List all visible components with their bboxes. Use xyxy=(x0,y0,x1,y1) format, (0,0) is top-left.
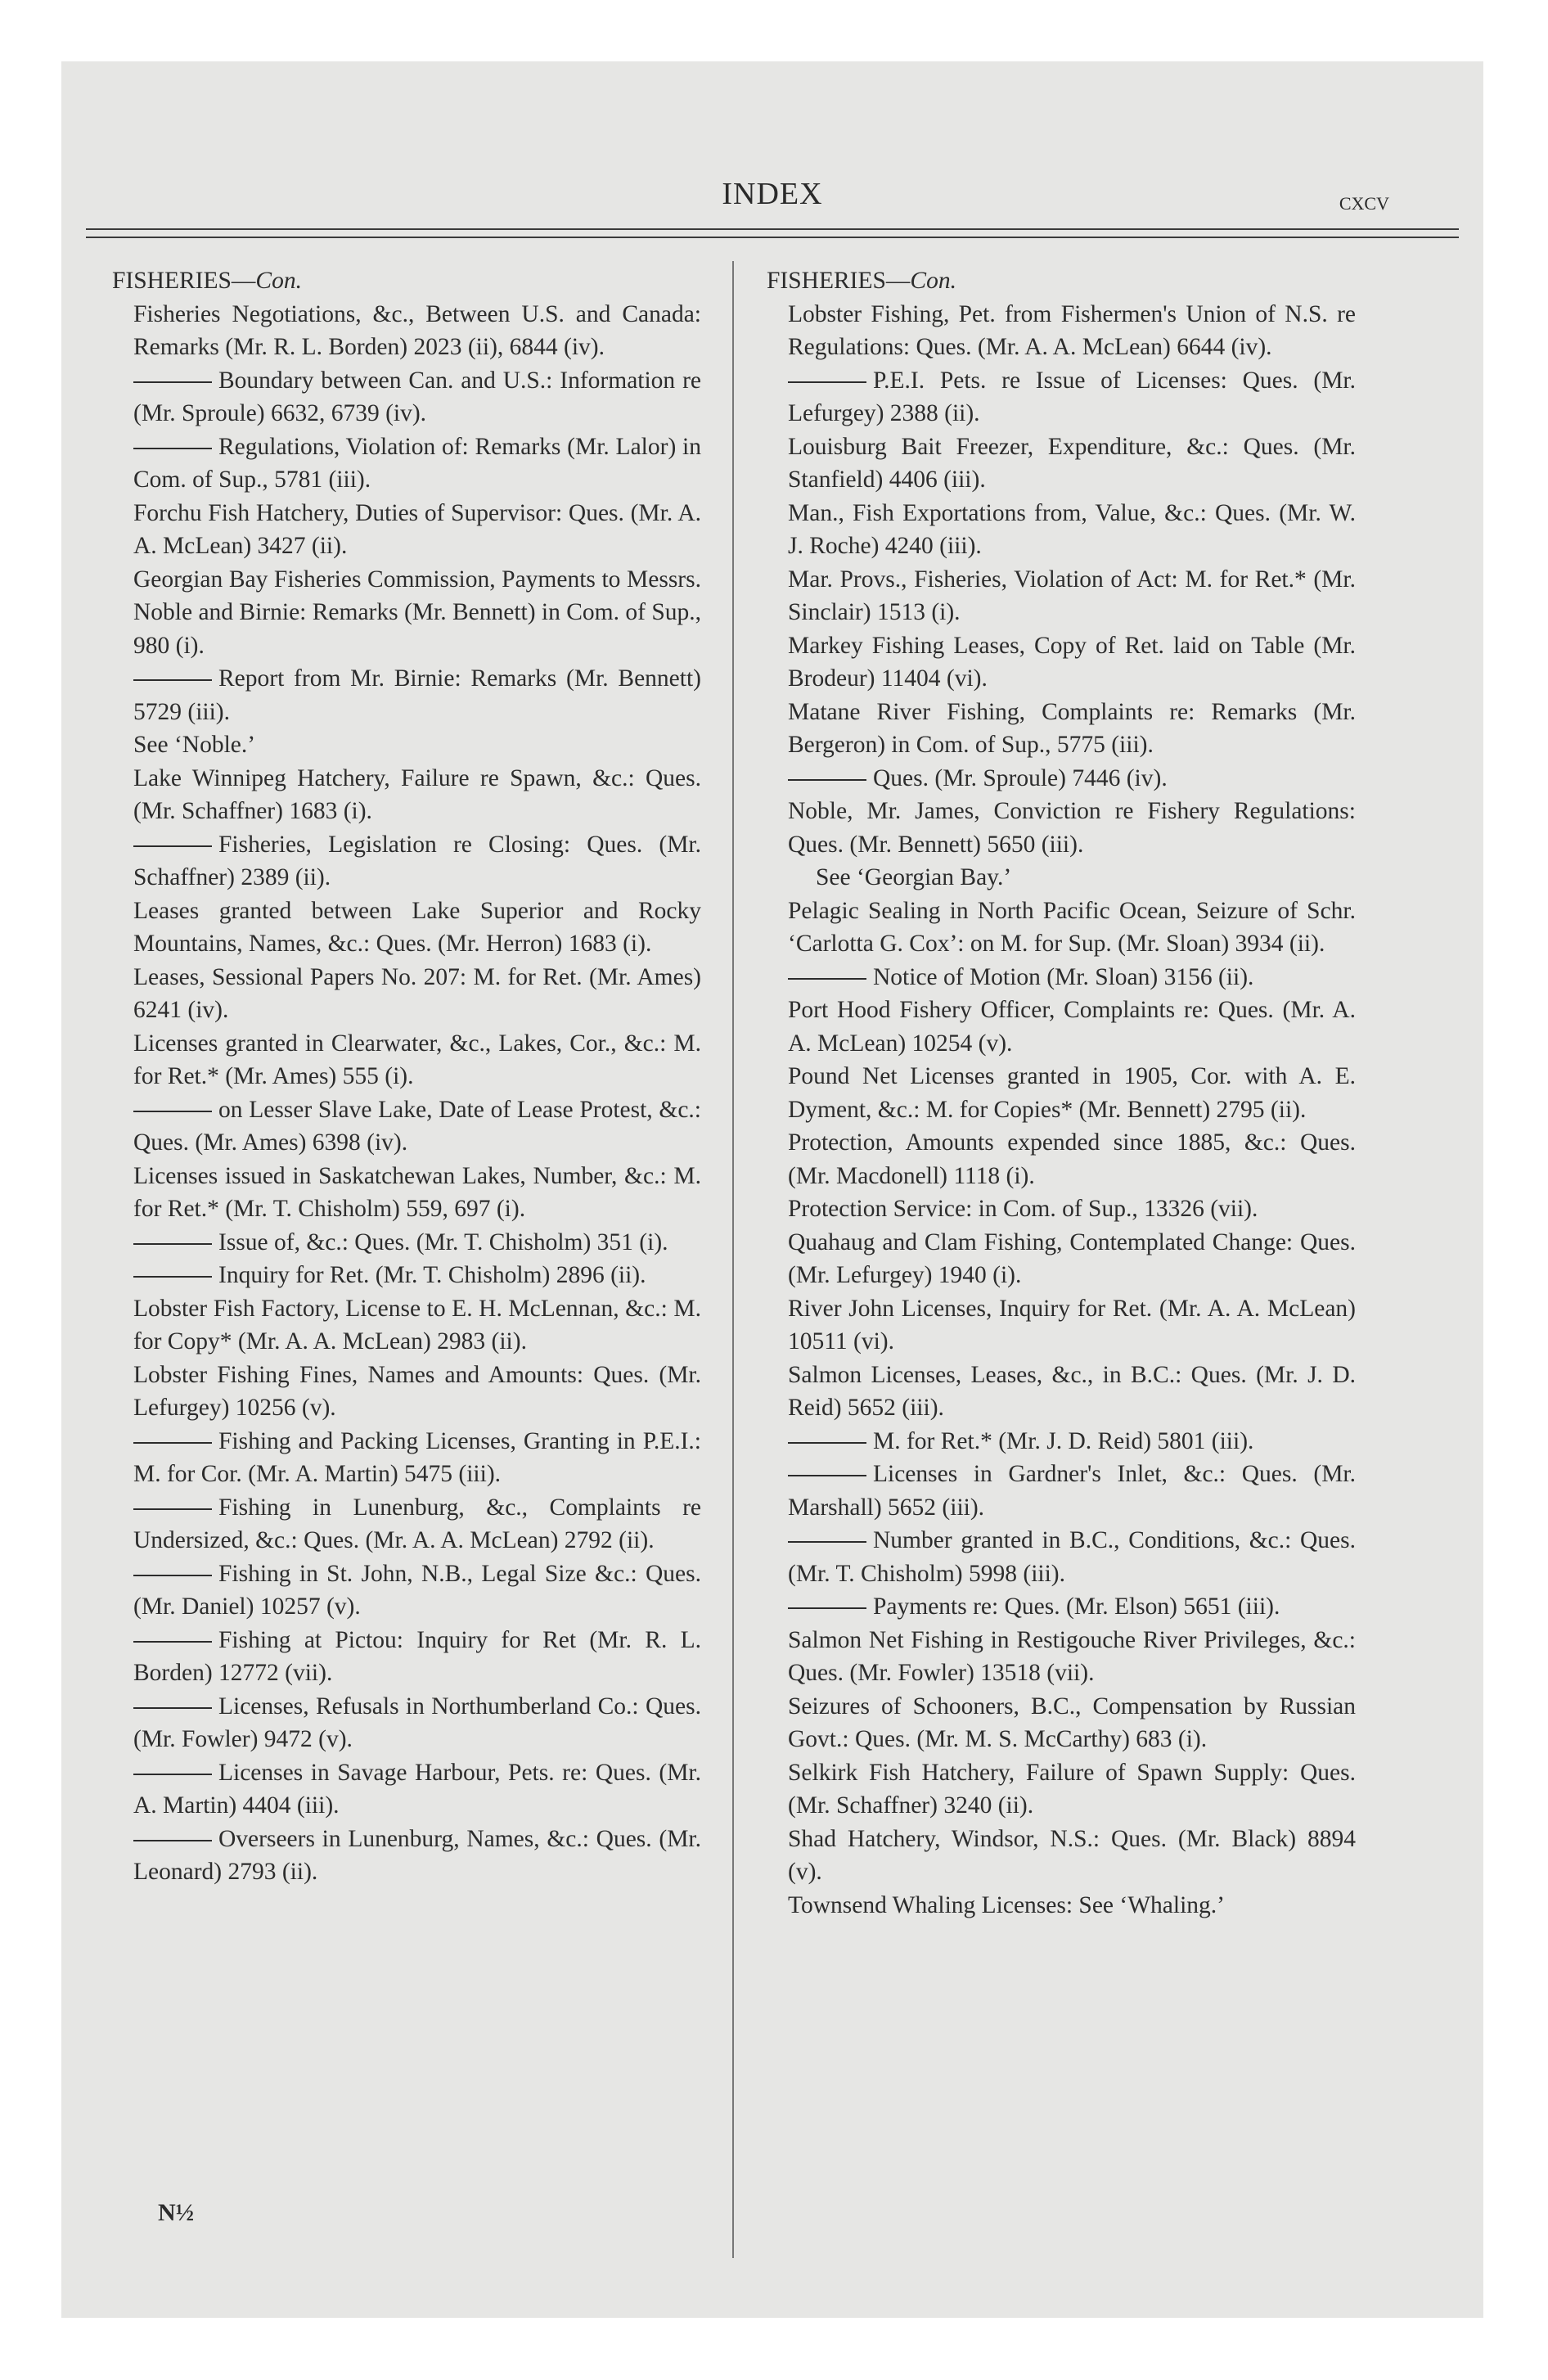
ditto-dash xyxy=(788,1541,866,1543)
ditto-dash xyxy=(133,1774,212,1775)
index-entry: Lake Winnipeg Hatchery, Failure re Spawn, &c.: Ques. (Mr. Schaffner) 1683 (i). xyxy=(133,764,701,824)
index-entry: Pelagic Sealing in North Pacific Ocean, Seizure of Schr. ‘Carlotta G. Cox’: on M. for Sup. (Mr. Sloan) 3934 (ii). xyxy=(788,897,1356,957)
ditto-dash xyxy=(788,1607,866,1609)
index-entry: Markey Fishing Leases, Copy of Ret. laid on Table (Mr. Brodeur) 11404 (vi). xyxy=(788,632,1356,692)
ditto-dash xyxy=(133,1707,212,1709)
ditto-dash xyxy=(133,448,212,449)
index-entry: on Lesser Slave Lake, Date of Lease Protest, &c.: Ques. (Mr. Ames) 6398 (iv). xyxy=(133,1096,701,1156)
right-column xyxy=(767,264,1356,1922)
index-entry: Selkirk Fish Hatchery, Failure of Spawn Supply: Ques. (Mr. Schaffner) 3240 (ii). xyxy=(788,1759,1356,1819)
ditto-dash xyxy=(788,1442,866,1444)
index-entry: Issue of, &c.: Ques. (Mr. T. Chisholm) 351 (i). xyxy=(218,1228,668,1255)
index-entry: Georgian Bay Fisheries Commission, Payments to Messrs. Noble and Birnie: Remarks (Mr. Bennett) in Com. of Sup., 980 (i). xyxy=(133,566,701,659)
index-entry: Regulations, Violation of: Remarks (Mr. Lalor) in Com. of Sup., 5781 (iii). xyxy=(133,433,701,493)
index-entry: Licenses in Savage Harbour, Pets. re: Ques. (Mr. A. Martin) 4404 (iii). xyxy=(133,1759,701,1819)
ditto-dash xyxy=(788,381,866,383)
index-entry: Shad Hatchery, Windsor, N.S.: Ques. (Mr. Black) 8894 (v). xyxy=(788,1825,1356,1885)
heading-suffix: Con. xyxy=(255,268,302,294)
ditto-dash xyxy=(133,381,212,383)
index-entry: Boundary between Can. and U.S.: Information re (Mr. Sproule) 6632, 6739 (iv). xyxy=(133,367,701,426)
index-entry: Ques. (Mr. Sproule) 7446 (iv). xyxy=(873,764,1168,791)
index-entry: River John Licenses, Inquiry for Ret. (Mr. A. A. McLean) 10511 (vi). xyxy=(788,1295,1356,1355)
index-entry: Fisheries Negotiations, &c., Between U.S. and Canada: Remarks (Mr. R. L. Borden) 2023 (ii), 6844 (iv). xyxy=(133,300,701,360)
header-rule-bottom xyxy=(86,237,1459,238)
index-entry: Licenses in Gardner's Inlet, &c.: Ques. (Mr. Marshall) 5652 (iii). xyxy=(788,1461,1356,1521)
index-entry: Leases, Sessional Papers No. 207: M. for Ret. (Mr. Ames) 6241 (iv). xyxy=(133,963,701,1023)
ditto-dash xyxy=(133,1442,212,1444)
index-entry: Licenses issued in Saskatchewan Lakes, Number, &c.: M. for Ret.* (Mr. T. Chisholm) 559, 697 (i). xyxy=(133,1162,701,1222)
index-entry: Leases granted between Lake Superior and Rocky Mountains, Names, &c.: Ques. (Mr. Herron) 1683 (i). xyxy=(133,897,701,957)
heading-label: FISHERIES— xyxy=(112,268,256,294)
index-entry: Port Hood Fishery Officer, Complaints re: Ques. (Mr. A. A. McLean) 10254 (v). xyxy=(788,997,1356,1057)
heading-suffix: Con. xyxy=(910,268,956,294)
index-entry: Seizures of Schooners, B.C., Compensation by Russian Govt.: Ques. (Mr. M. S. McCarthy) 683 (i). xyxy=(788,1693,1356,1752)
index-entry: Licenses, Refusals in Northumberland Co.: Ques. (Mr. Fowler) 9472 (v). xyxy=(133,1693,701,1752)
index-entry: Report from Mr. Birnie: Remarks (Mr. Bennett) 5729 (iii). xyxy=(133,665,701,725)
ditto-dash xyxy=(788,779,866,781)
ditto-dash xyxy=(133,845,212,847)
ditto-dash xyxy=(133,1641,212,1643)
signature-mark: N½ xyxy=(158,2199,195,2226)
ditto-dash xyxy=(133,1243,212,1245)
cross-reference: See ‘Georgian Bay.’ xyxy=(816,864,1012,890)
ditto-dash xyxy=(133,1840,212,1841)
ditto-dash xyxy=(788,1475,866,1476)
ditto-dash xyxy=(133,1111,212,1112)
ditto-dash xyxy=(133,1575,212,1576)
ditto-dash xyxy=(788,978,866,980)
header-rule-top xyxy=(86,228,1459,230)
index-entry: Protection, Amounts expended since 1885, &c.: Ques. (Mr. Macdonell) 1118 (i). xyxy=(788,1129,1356,1189)
index-entry: Man., Fish Exportations from, Value, &c.: Ques. (Mr. W. J. Roche) 4240 (iii). xyxy=(788,499,1356,559)
index-entry: Fisheries, Legislation re Closing: Ques. (Mr. Schaffner) 2389 (ii). xyxy=(133,831,701,890)
index-entry: Protection Service: in Com. of Sup., 13326 (vii). xyxy=(788,1196,1258,1222)
index-entry: Fishing and Packing Licenses, Granting in P.E.I.: M. for Cor. (Mr. A. Martin) 5475 (iii). xyxy=(133,1427,701,1487)
index-entry: Salmon Licenses, Leases, &c., in B.C.: Ques. (Mr. J. D. Reid) 5652 (iii). xyxy=(788,1361,1356,1421)
index-page xyxy=(61,61,1483,2318)
index-entry: Mar. Provs., Fisheries, Violation of Act: M. for Ret.* (Mr. Sinclair) 1513 (i). xyxy=(788,566,1356,625)
left-column-heading xyxy=(112,264,701,298)
index-entry: Fishing in Lunenburg, &c., Complaints re Undersized, &c.: Ques. (Mr. A. A. McLean) 2792 (ii). xyxy=(133,1494,701,1553)
index-entry: Lobster Fish Factory, License to E. H. McLennan, &c.: M. for Copy* (Mr. A. A. McLean) 2983 (ii). xyxy=(133,1295,701,1355)
index-entry: Lobster Fishing Fines, Names and Amounts: Ques. (Mr. Lefurgey) 10256 (v). xyxy=(133,1361,701,1421)
index-entry: Quahaug and Clam Fishing, Contemplated Change: Ques. (Mr. Lefurgey) 1940 (i). xyxy=(788,1228,1356,1288)
index-entry: P.E.I. Pets. re Issue of Licenses: Ques. (Mr. Lefurgey) 2388 (ii). xyxy=(788,367,1356,426)
right-column-heading xyxy=(767,264,1356,298)
index-entry: Noble, Mr. James, Conviction re Fishery Regulations: Ques. (Mr. Bennett) 5650 (iii). xyxy=(788,798,1356,858)
index-entry: M. for Ret.* (Mr. J. D. Reid) 5801 (iii). xyxy=(873,1427,1254,1454)
index-entry: Forchu Fish Hatchery, Duties of Supervisor: Ques. (Mr. A. A. McLean) 3427 (ii). xyxy=(133,499,701,559)
index-entry: Salmon Net Fishing in Restigouche River Privileges, &c.: Ques. (Mr. Fowler) 13518 (vii). xyxy=(788,1626,1356,1686)
index-entry: Licenses granted in Clearwater, &c., Lakes, Cor., &c.: M. for Ret.* (Mr. Ames) 555 (i). xyxy=(133,1030,701,1089)
index-entry: Inquiry for Ret. (Mr. T. Chisholm) 2896 (ii). xyxy=(218,1262,646,1288)
index-entry: Matane River Fishing, Complaints re: Remarks (Mr. Bergeron) in Com. of Sup., 5775 (iii). xyxy=(788,698,1356,758)
column-divider xyxy=(732,261,734,2258)
index-entry: Townsend Whaling Licenses: See ‘Whaling.’ xyxy=(788,1891,1225,1918)
index-entry: Payments re: Ques. (Mr. Elson) 5651 (iii). xyxy=(873,1593,1280,1620)
cross-reference: See ‘Noble.’ xyxy=(133,732,256,758)
page-title: INDEX xyxy=(722,177,823,211)
ditto-dash xyxy=(133,1276,212,1278)
index-entry: Lobster Fishing, Pet. from Fishermen's Union of N.S. re Regulations: Ques. (Mr. A. A. McLean) 6644 (iv). xyxy=(788,300,1356,360)
index-entry: Pound Net Licenses granted in 1905, Cor. with A. E. Dyment, &c.: M. for Copies* (Mr. Bennett) 2795 (ii). xyxy=(788,1063,1356,1123)
index-entry: Number granted in B.C., Conditions, &c.: Ques. (Mr. T. Chisholm) 5998 (iii). xyxy=(788,1527,1356,1587)
index-entry: Notice of Motion (Mr. Sloan) 3156 (ii). xyxy=(873,963,1254,990)
page-number: cxcv xyxy=(1339,186,1389,215)
index-entry: Fishing in St. John, N.B., Legal Size &c.: Ques. (Mr. Daniel) 10257 (v). xyxy=(133,1560,701,1620)
index-entry: Louisburg Bait Freezer, Expenditure, &c.: Ques. (Mr. Stanfield) 4406 (iii). xyxy=(788,433,1356,493)
ditto-dash xyxy=(133,679,212,681)
index-entry: Fishing at Pictou: Inquiry for Ret (Mr. R. L. Borden) 12772 (vii). xyxy=(133,1626,701,1686)
index-entry: Overseers in Lunenburg, Names, &c.: Ques. (Mr. Leonard) 2793 (ii). xyxy=(133,1825,701,1885)
left-column xyxy=(112,264,701,1889)
heading-label: FISHERIES— xyxy=(767,268,911,294)
ditto-dash xyxy=(133,1508,212,1510)
